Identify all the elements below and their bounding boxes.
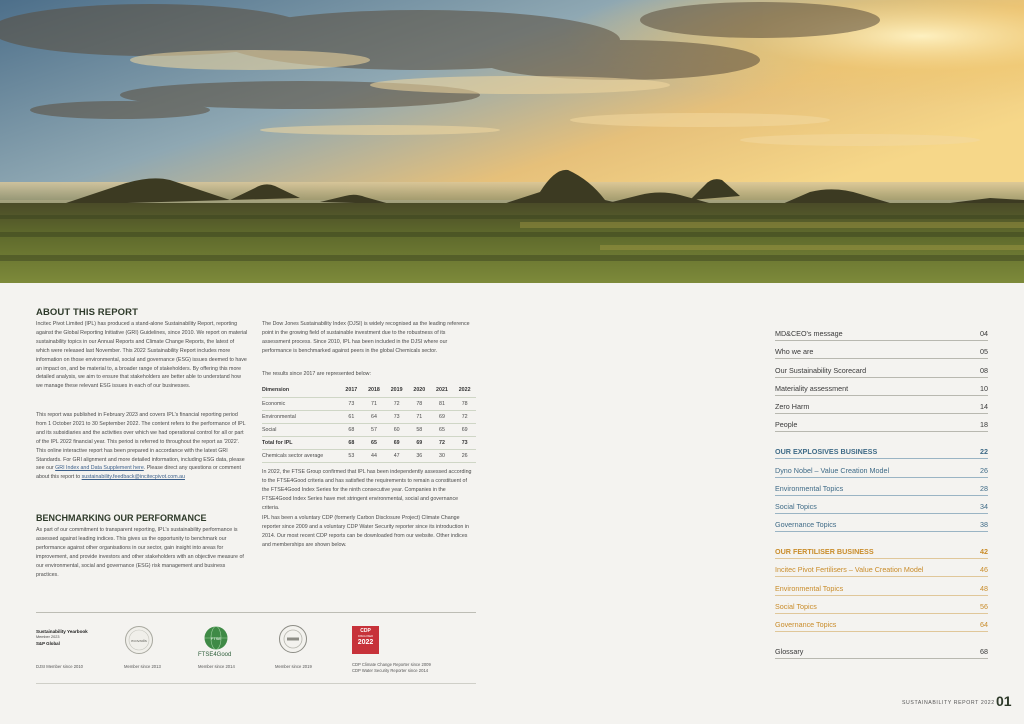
toc-item-glossary[interactable] xyxy=(775,641,988,659)
toc-item-who-we-are[interactable] xyxy=(775,341,988,359)
cdp-caption-climate: CDP Climate Change Reporter since 2009 xyxy=(352,662,431,667)
ftse4good-label: FTSE4Good xyxy=(198,652,232,658)
toc-item-label: Our Sustainability Scorecard xyxy=(775,365,867,375)
toc-section-page: 22 xyxy=(980,447,988,457)
toc-item-label: Social Topics xyxy=(775,501,817,511)
table-row xyxy=(262,397,476,410)
toc-item-page: 05 xyxy=(980,347,988,357)
sp-yearbook-title: Sustainability Yearbook xyxy=(36,629,88,634)
toc-item-label: Dyno Nobel – Value Creation Model xyxy=(775,465,890,475)
table-cell: 47 xyxy=(385,449,408,462)
toc-item-page: 38 xyxy=(980,520,988,530)
toc-item-page: 34 xyxy=(980,501,988,511)
logos-divider-top xyxy=(36,612,476,613)
table-cell: 72 xyxy=(453,410,476,423)
cdp-paragraph: IPL has been a voluntary CDP (formerly Carbon Disclosure Project) Climate Change reporter since 2009 and a voluntary CDP Water Security reporter since its introduction in 2014. Our most recent CDP reports can be downloaded from our website. Other indices and memberships are shown below. xyxy=(262,515,469,548)
table-cell: 73 xyxy=(385,410,408,423)
toc-item-page: 18 xyxy=(980,420,988,430)
table-header-row xyxy=(262,384,476,397)
table-header: 2019 xyxy=(385,384,408,397)
toc-item-page: 28 xyxy=(980,483,988,493)
toc-item-materiality[interactable] xyxy=(775,378,988,396)
toc-item-fertiliser-environmental[interactable] xyxy=(775,577,988,595)
djsi-results-intro: The results since 2017 are represented below: xyxy=(262,371,371,377)
membership-caption: Member since 2019 xyxy=(275,664,312,669)
sp-global-logo: S&P Global xyxy=(36,641,60,646)
contents-list xyxy=(775,323,988,659)
cdp-logo-year: 2022 xyxy=(357,639,374,646)
table-row-total xyxy=(262,436,476,449)
toc-item-zero-harm[interactable] xyxy=(775,396,988,414)
djsi-caption: DJSI Member since 2010 xyxy=(36,664,84,669)
cdp-caption-water: CDP Water Security Reporter since 2014 xyxy=(352,668,429,673)
table-cell: 71 xyxy=(363,397,386,410)
cdp-logo-sub: DISCLOSER xyxy=(358,635,373,638)
about-heading: ABOUT THIS REPORT xyxy=(36,307,138,318)
toc-item-label: Who we are xyxy=(775,347,814,357)
table-cell: 36 xyxy=(408,449,431,462)
table-cell: Economic xyxy=(262,397,340,410)
table-cell: 72 xyxy=(385,397,408,410)
table-header: 2022 xyxy=(453,384,476,397)
toc-section-explosives[interactable] xyxy=(775,441,988,459)
table-cell: 65 xyxy=(431,423,454,436)
table-cell: 78 xyxy=(453,397,476,410)
table-cell: Chemicals sector average xyxy=(262,449,340,462)
toc-section-label: OUR EXPLOSIVES BUSINESS xyxy=(775,447,878,457)
table-cell: 65 xyxy=(363,436,386,449)
hero-landscape-image xyxy=(0,0,1024,283)
table-cell: 69 xyxy=(453,423,476,436)
toc-item-explosives-social[interactable] xyxy=(775,496,988,514)
toc-item-page: 48 xyxy=(980,583,988,593)
table-cell: Social xyxy=(262,423,340,436)
toc-item-dyno-nobel-model[interactable] xyxy=(775,459,988,477)
table-cell: 73 xyxy=(453,436,476,449)
ftse4good-globe-icon xyxy=(204,626,228,655)
table-header: Dimension xyxy=(262,384,340,397)
logos-divider-bottom xyxy=(36,683,476,684)
table-row xyxy=(262,423,476,436)
table-cell: 53 xyxy=(340,449,363,462)
toc-item-explosives-environmental[interactable] xyxy=(775,478,988,496)
table-cell: 73 xyxy=(340,397,363,410)
djsi-paragraph: The Dow Jones Sustainability Index (DJSI) is widely recognised as the leading reference point in the growing field of sustainable investment due to the robustness of its assessment process. Since 2010, IPL has been included in the DJSI where our performance is benchmarked against peers in the global Chemicals sector. xyxy=(262,321,470,354)
toc-item-label: Zero Harm xyxy=(775,401,810,411)
table-cell: Total for IPL xyxy=(262,436,340,449)
toc-item-ipf-model[interactable] xyxy=(775,559,988,577)
toc-section-page: 42 xyxy=(980,547,988,557)
table-cell: 61 xyxy=(340,410,363,423)
table-cell: 57 xyxy=(363,423,386,436)
toc-item-md-ceo-message[interactable] xyxy=(775,323,988,341)
table-cell: 81 xyxy=(431,397,454,410)
table-cell: 72 xyxy=(431,436,454,449)
toc-item-label: Materiality assessment xyxy=(775,383,849,393)
cdp-logo-name: CDP xyxy=(360,628,371,634)
table-cell: 68 xyxy=(340,436,363,449)
about-paragraph: Incitec Pivot Limited (IPL) has produced a stand-alone Sustainability Report, reporting against the Global Reporting Initiative (GRI) Guidelines, since 2010. We report on material sustainability topics in our Annual Reports and Climate Change Reports, the latest of which were released last November. This 2022 Sustainability Report includes more information on those environmental, social and governance (ESG) issues deemed to have an impact on, and be material to, a broader range of stakeholders. By offering this more detailed analysis, we aim to ensure that stakeholders are better able to understand how we manage these relevant ESG issues in each of our businesses. xyxy=(36,321,248,390)
gri-index-link[interactable]: GRI Index and Data Supplement here xyxy=(55,465,144,472)
table-cell: 26 xyxy=(453,449,476,462)
toc-item-label: Governance Topics xyxy=(775,620,837,629)
toc-item-page: 46 xyxy=(980,565,988,575)
table-header: 2017 xyxy=(340,384,363,397)
ecovadis-caption: Member since 2013 xyxy=(124,664,161,669)
toc-item-people[interactable] xyxy=(775,414,988,432)
toc-item-page: 26 xyxy=(980,465,988,475)
ftse-paragraph: In 2022, the FTSE Group confirmed that IPL has been independently assessed according to the FTSE4Good criteria and has satisfied the requirements to remain a constituent of the FTSE4Good Index Series for the ninth consecutive year. Companies in the FTSE4Good Index Series have met stringent environmental, social and governance criteria. xyxy=(262,469,472,511)
table-cell: 44 xyxy=(363,449,386,462)
ftse-badge-text: FTSE xyxy=(210,636,222,641)
cdp-logo xyxy=(352,626,379,654)
toc-item-label: Social Topics xyxy=(775,601,817,611)
ecovadis-badge-text: ecovadis xyxy=(131,638,147,643)
toc-item-page: 04 xyxy=(980,329,988,339)
table-cell: 69 xyxy=(408,436,431,449)
table-header: 2021 xyxy=(431,384,454,397)
table-cell: 64 xyxy=(363,410,386,423)
toc-item-page: 64 xyxy=(980,620,988,629)
about-publication-text-2: . Please direct any questions or comment about this report to xyxy=(36,465,241,481)
table-header: 2018 xyxy=(363,384,386,397)
page-number: 01 xyxy=(996,693,1012,709)
toc-item-explosives-governance[interactable] xyxy=(775,514,988,532)
toc-item-scorecard[interactable] xyxy=(775,359,988,377)
table-cell: 58 xyxy=(408,423,431,436)
toc-item-label: Environmental Topics xyxy=(775,583,844,593)
toc-item-page: 68 xyxy=(980,647,988,657)
toc-item-label: MD&CEO's message xyxy=(775,329,843,339)
table-cell: 60 xyxy=(385,423,408,436)
toc-item-label: Environmental Topics xyxy=(775,483,844,493)
toc-item-page: 10 xyxy=(980,383,988,393)
toc-item-label: Incitec Pivot Fertilisers – Value Creation Model xyxy=(775,565,924,575)
table-row xyxy=(262,449,476,462)
benchmarking-paragraph: As part of our commitment to transparent reporting, IPL's sustainability performance is assessed against leading indices. This gives us the opportunity to benchmark our performance against other organisations in our sector, gain insight into areas for improvement, and provide investors and other stakeholders with an objective measure of our environmental, social and governance (ESG) risk management and business practices. xyxy=(36,527,244,578)
toc-item-page: 56 xyxy=(980,601,988,611)
table-cell: 71 xyxy=(408,410,431,423)
toc-item-page: 08 xyxy=(980,365,988,375)
toc-item-label: People xyxy=(775,420,798,430)
toc-item-page: 14 xyxy=(980,401,988,411)
djsi-results-table xyxy=(262,384,476,463)
toc-item-label: Governance Topics xyxy=(775,520,837,530)
membership-badge-icon xyxy=(278,624,308,659)
sp-yearbook-sub: Member 2023 xyxy=(36,635,60,639)
footer-report-title: SUSTAINABILITY REPORT 2022 xyxy=(902,700,995,706)
about-publication-paragraph xyxy=(36,411,248,482)
benchmarking-heading: BENCHMARKING OUR PERFORMANCE xyxy=(36,513,207,523)
about-publication-text: This report was published in February 2023 and covers IPL's financial reporting period from 1 October 2021 to 30 September 2022. The content refers to the performance of IPL and its subsidiaries and the activities over which we had operational control for all or part of the IPL 2022 financial year. This period is referred to throughout the report as '2022'. This online interactive report has been prepared in accordance with the latest GRI Standards. For GRI alignment and more detailed information, including ESG data, please see our xyxy=(36,412,246,472)
toc-section-label: OUR FERTILISER BUSINESS xyxy=(775,547,874,557)
table-cell: 69 xyxy=(431,410,454,423)
table-cell: Environmental xyxy=(262,410,340,423)
table-cell: 68 xyxy=(340,423,363,436)
table-row xyxy=(262,410,476,423)
toc-item-label: Glossary xyxy=(775,647,804,657)
ecovadis-badge-icon xyxy=(124,625,154,660)
table-cell: 30 xyxy=(431,449,454,462)
toc-section-fertiliser[interactable] xyxy=(775,541,988,559)
table-header: 2020 xyxy=(408,384,431,397)
feedback-email-link[interactable]: sustainability.feedback@incitecpivot.com.au xyxy=(81,474,185,481)
ftse-caption: Member since 2014 xyxy=(198,664,235,669)
table-cell: 69 xyxy=(385,436,408,449)
toc-item-fertiliser-governance[interactable] xyxy=(775,614,988,632)
table-cell: 78 xyxy=(408,397,431,410)
toc-item-fertiliser-social[interactable] xyxy=(775,596,988,614)
